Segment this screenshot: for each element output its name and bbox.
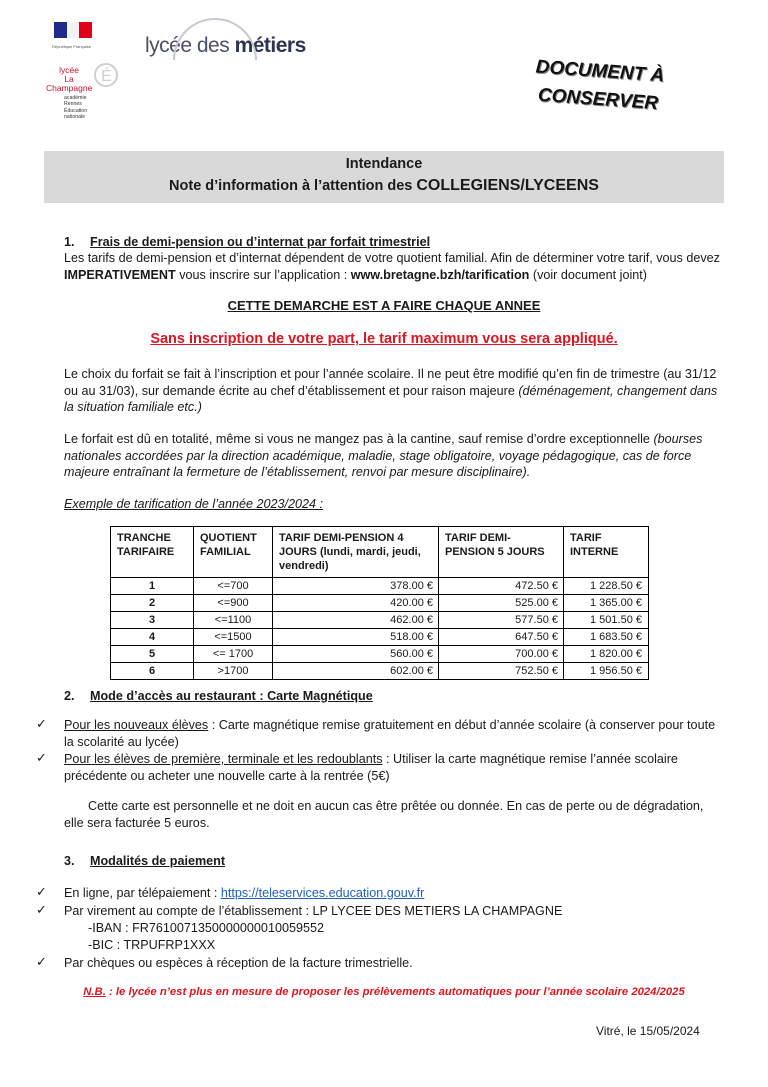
cell-dp4: 420.00 € (273, 595, 439, 612)
svg-text:É: É (101, 68, 112, 85)
check-icon: ✓ (36, 716, 47, 731)
section1-heading (64, 234, 724, 251)
champagne-line-1: lycée (59, 65, 79, 75)
cell-dp5: 525.00 € (439, 595, 564, 612)
lycee-champagne-logo (46, 66, 92, 93)
french-flag-logo (54, 22, 92, 44)
check-icon: ✓ (36, 750, 47, 765)
cell-tranche: 1 (111, 578, 194, 595)
band-title: Intendance (345, 156, 423, 172)
academie-line-4: nationale (64, 113, 86, 120)
cell-interne: 1 365.00 € (564, 595, 649, 612)
yearly-notice: CETTE DEMARCHE EST A FAIRE CHAQUE ANNEE (227, 298, 541, 313)
check-icon: ✓ (36, 902, 47, 917)
section2-paragraph: Cette carte est personnelle et ne doit en aucun cas être prêtée ou donnée. En cas de perte ou de dégradation, elle sera facturée 5 euros. (64, 799, 704, 830)
section2-title: Mode d’accès au restaurant : Carte Magnétique (90, 689, 373, 703)
document-stamp (512, 52, 685, 120)
p3-italic: (bourses nationales accordées par la direction académique, maladie, stage obligatoire, voyage pédagogique, cas de force majeure entraînant la fermeture de l’établissement, renvoi par mesure disciplinaire). (64, 432, 703, 479)
payment-cheque: Par chèques ou espèces à réception de la facture trimestrielle. (64, 956, 413, 970)
bullet1-text: : Carte magnétique remise gratuitement en début d’année scolaire (à conserver pour toute la scolarité au lycée) (64, 718, 716, 749)
p2-text: Le choix du forfait se fait à l’inscription et pour l’année scolaire. Il ne peut être modifié qu’en fin de trimestre (au 31/12 ou au 31/03), sur demande écrite au chef d’établissement et pour raison majeure (64, 367, 717, 398)
cell-dp4: 462.00 € (273, 612, 439, 629)
cell-tranche: 2 (111, 595, 194, 612)
check-icon: ✓ (36, 884, 47, 899)
cell-tranche: 4 (111, 629, 194, 646)
nb-label: N.B. (83, 986, 106, 998)
cell-interne: 1 228.50 € (564, 578, 649, 595)
section2-bullet-1 (64, 717, 720, 750)
table-row (111, 663, 649, 680)
section3-title: Modalités de paiement (90, 854, 226, 868)
cell-interne: 1 956.50 € (564, 663, 649, 680)
band-subtitle (44, 177, 724, 195)
nb-note (0, 986, 768, 998)
cell-tranche: 3 (111, 612, 194, 629)
cell-dp5: 647.50 € (439, 629, 564, 646)
header-demi-pension-5: TARIF DEMI-PENSION 5 JOURS (439, 527, 564, 578)
payment-online-text: En ligne, par télépaiement : (64, 886, 221, 900)
logo-bold: métiers (234, 34, 306, 57)
cell-interne: 1 683.50 € (564, 629, 649, 646)
header-interne: TARIF INTERNE (564, 527, 649, 578)
section1-number: 1. (64, 235, 75, 249)
nb-text: : le lycée n’est plus en mesure de proposer les prélèvements automatiques pour l’année scolaire 2024/2025 (105, 986, 685, 998)
header-demi-pension-4: TARIF DEMI-PENSION 4 JOURS (lundi, mardi, jeudi, vendredi) (273, 527, 439, 578)
teleservices-link[interactable]: https://teleservices.education.gouv.fr (220, 886, 425, 900)
academie-line-3: Éducation (64, 107, 88, 114)
cell-quotient: >1700 (194, 663, 273, 680)
cell-quotient: <=700 (194, 578, 273, 595)
table-row (111, 646, 649, 663)
cell-quotient: <=1100 (194, 612, 273, 629)
band-subtitle-prefix: Note d’information à l’attention des (169, 178, 417, 194)
cell-dp4: 378.00 € (273, 578, 439, 595)
example-label: Exemple de tarification de l’année 2023/2024 : (64, 497, 324, 511)
section3-heading (64, 853, 724, 870)
payment-transfer: Par virement au compte de l’établissement : LP LYCEE DES METIERS LA CHAMPAGNE (64, 904, 563, 918)
cell-quotient: <=900 (194, 595, 273, 612)
p1-text-a: Les tarifs de demi-pension et d’internat dépendent de votre quotient familial. Afin de déterminer votre tarif, vous devez (64, 251, 720, 265)
cell-quotient: <=1500 (194, 629, 273, 646)
bic: -BIC : TRPUFRP1XXX (88, 938, 216, 952)
table-header-row (111, 527, 649, 578)
section3-number: 3. (64, 854, 75, 868)
cell-dp5: 700.00 € (439, 646, 564, 663)
p1-text-b: vous inscrire sur l’application : (175, 267, 351, 282)
stamp-line-2: CONSERVER (537, 84, 659, 115)
p3-text: Le forfait est dû en totalité, même si vous ne mangez pas à la cantine, sauf remise d’ordre exceptionnelle (64, 432, 654, 446)
bullet1-underlined: Pour les nouveaux élèves (64, 718, 209, 732)
logo-arc (173, 18, 257, 60)
table-row (111, 578, 649, 595)
cell-dp5: 752.50 € (439, 663, 564, 680)
champagne-line-2: La Champagne (46, 74, 93, 93)
bullet2-text: : Utiliser la carte magnétique remise l’année scolaire précédente ou acheter une nouvelle carte à la rentrée (5€) (64, 752, 678, 783)
p2-italic: (déménagement, changement dans la situation familiale etc.) (64, 383, 718, 414)
tariff-table (110, 526, 649, 680)
section2-heading (64, 688, 724, 705)
document-date: Vitré, le 15/05/2024 (596, 1024, 700, 1038)
education-e-icon (92, 60, 122, 90)
cell-interne: 1 501.50 € (564, 612, 649, 629)
cell-tranche: 6 (111, 663, 194, 680)
p1-bold: IMPERATIVEMENT (64, 267, 176, 282)
check-icon: ✓ (36, 954, 47, 969)
header-band (44, 151, 724, 203)
section1-paragraph3 (64, 431, 724, 481)
p1-text-c: (voir document joint) (529, 267, 647, 282)
cell-tranche: 5 (111, 646, 194, 663)
cell-quotient: <= 1700 (194, 646, 273, 663)
stamp-line-1: DOCUMENT À (535, 56, 665, 87)
cell-dp5: 472.50 € (439, 578, 564, 595)
cell-dp5: 577.50 € (439, 612, 564, 629)
header-quotient: QUOTIENT FAMILIAL (194, 527, 273, 578)
logo-prefix: lycée des (145, 34, 235, 57)
header-tranche: TRANCHE TARIFAIRE (111, 527, 194, 578)
table-row (111, 595, 649, 612)
cell-dp4: 518.00 € (273, 629, 439, 646)
table-row (111, 629, 649, 646)
section1-title: Frais de demi-pension ou d’internat par forfait trimestriel (90, 235, 431, 249)
bullet2-underlined: Pour les élèves de première, terminale et les redoublants (64, 752, 383, 766)
max-tariff-warning: Sans inscription de votre part, le tarif maximum vous sera appliqué. (150, 331, 618, 347)
section1-paragraph2 (64, 366, 724, 416)
section1-paragraph1 (64, 250, 724, 283)
section2-bullet-2 (64, 751, 720, 784)
table-row (111, 612, 649, 629)
lycee-des-metiers-logo (145, 34, 306, 58)
section2-number: 2. (64, 689, 75, 703)
iban: -IBAN : FR7610071350000000010059552 (88, 921, 324, 935)
cell-interne: 1 820.00 € (564, 646, 649, 663)
payment-online (64, 885, 724, 902)
republique-label: République Française (52, 44, 91, 49)
p1-url: www.bretagne.bzh/tarification (350, 267, 530, 282)
cell-dp4: 602.00 € (273, 663, 439, 680)
academie-logo (64, 95, 87, 120)
academie-line-2: Rennes (64, 101, 82, 108)
academie-line-1: académie (64, 95, 87, 101)
cell-dp4: 560.00 € (273, 646, 439, 663)
band-subtitle-main: COLLEGIENS/LYCEENS (416, 177, 599, 194)
